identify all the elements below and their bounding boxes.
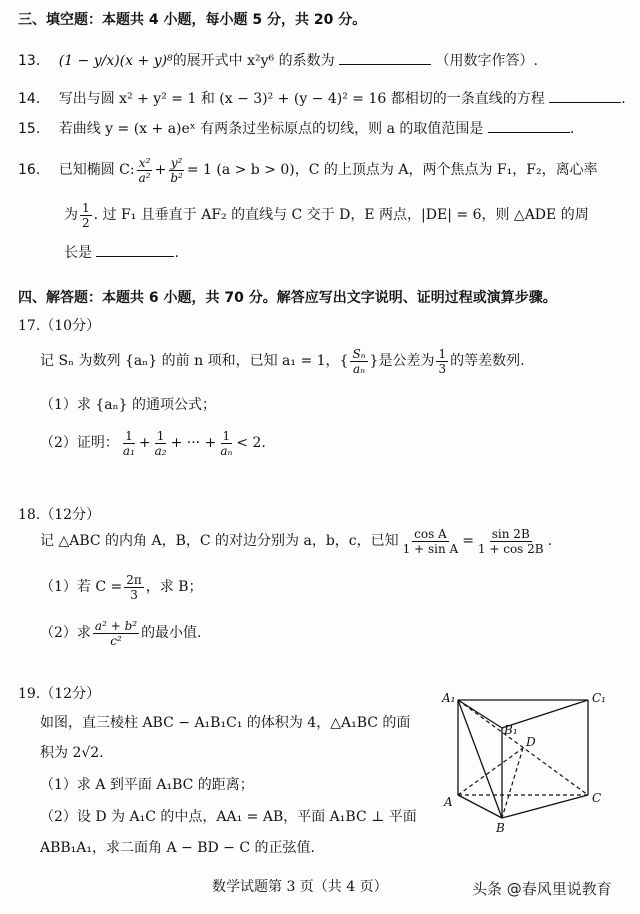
question-number: 16.	[18, 162, 41, 178]
question-19-part-3: ABB₁A₁，求二面角 A − BD − C 的正弦值.	[40, 840, 315, 856]
question-18-head: 18.（12分）	[18, 507, 101, 523]
denominator: 2	[82, 215, 90, 230]
question-19-head: 19.（12分）	[18, 686, 101, 702]
q13-expression: (1 − y/x)(x + y)⁸	[58, 53, 173, 69]
section-3-title: 三、填空题：本题共 4 小题，每小题 5 分，共 20 分。	[18, 12, 367, 28]
denominator: 3	[130, 587, 138, 602]
denominator: a²	[138, 170, 151, 185]
question-17-part-2: （2）证明： $\frac{1}{\text{a₁}}$ + $\frac{1}{\text{a₂}}$ + ··· + $\frac{1}{\text{aₙ}}$ < 2.	[40, 428, 266, 458]
question-number: 14.	[18, 91, 41, 107]
question-19-stem-1: 如图，直三棱柱 ABC − A₁B₁C₁ 的体积为 4，△A₁BC 的面	[40, 715, 411, 731]
q16-text-d: . 过 F₁ 且垂直于 AF₂ 的直线与 C 交于 D，E 两点，|DE| = 6，则 △ADE 的周	[93, 207, 589, 223]
fraction	[168, 156, 185, 185]
answer-blank[interactable]	[488, 118, 570, 133]
question-16-line-2	[64, 200, 589, 230]
label-b: B	[496, 821, 505, 835]
q16-text-a: 已知椭圆 C:	[58, 162, 135, 178]
fraction	[93, 619, 139, 648]
numerator: 2π	[126, 572, 142, 587]
denominator: aₙ	[220, 443, 233, 458]
fraction	[80, 201, 92, 230]
numerator: 1	[82, 200, 90, 215]
fraction	[350, 347, 367, 376]
numerator: cos A	[414, 526, 447, 541]
q18-part2-label: （2）求	[40, 625, 91, 641]
label-c1: C₁	[592, 691, 606, 705]
answer-blank[interactable]	[339, 50, 431, 65]
question-18-stem: 记 △ABC 的内角 A，B，C 的对边分别为 a，b，c，已知 $\frac{\text{cos A}}{\text{1 + sin A}}$ = $\frac{\sin 2B}{1 + \cos 2B}$ .	[40, 526, 553, 556]
page-footer: 数学试题第 3 页（共 4 页）	[212, 879, 388, 895]
q16-text-e: 长是	[64, 245, 92, 261]
edge-a1b	[458, 700, 502, 818]
label-d: D	[526, 735, 536, 749]
q18-part2-tail: 的最小值.	[141, 625, 202, 641]
fraction	[121, 429, 137, 458]
numerator: Sₙ	[352, 346, 366, 361]
denominator: 1 + cos 2B	[477, 541, 544, 556]
numerator: sin 2B	[491, 526, 530, 541]
fraction	[153, 429, 169, 458]
numerator: 1	[438, 346, 447, 361]
question-number: 13.	[18, 53, 41, 69]
denominator: a₂	[154, 443, 167, 458]
question-18-part-1	[40, 570, 203, 604]
denominator: 3	[438, 361, 447, 376]
q13-tail: （用数字作答）.	[435, 53, 538, 69]
fraction	[124, 573, 144, 602]
question-14	[18, 88, 626, 109]
q17-text-a: 记 Sₙ 为数列 {aₙ} 的前 n 项和，已知 a₁ = 1，	[40, 353, 340, 369]
q15-text: 若曲线 y = (x + a)eˣ 有两条过坐标原点的切线，则 a 的取值范围是	[58, 121, 484, 137]
question-17-stem: 记 Sₙ 为数列 {aₙ} 的前 n 项和，已知 a₁ = 1，{ $\frac{\text{Sₙ}}{\text{aₙ}}$ }是公差为 $\frac{1}{3}$ 的等差数列.	[40, 346, 525, 376]
answer-blank[interactable]	[96, 242, 174, 257]
question-17-part-1: （1）求 {aₙ} 的通项公式；	[40, 397, 217, 413]
numerator: y²	[170, 155, 183, 170]
fraction	[218, 429, 234, 458]
numerator: x²	[138, 155, 151, 170]
question-15	[18, 118, 574, 139]
fraction	[401, 527, 461, 556]
question-19-stem-2: 积为 2√2.	[40, 745, 104, 761]
numerator: 1	[222, 428, 231, 443]
q16-text-b: = 1 (a > b > 0)，C 的上顶点为 A，两个焦点为 F₁，F₂，离心率	[186, 162, 598, 178]
denominator: c²	[110, 633, 122, 648]
numerator: 1	[156, 428, 165, 443]
q17-text-c: 的等差数列.	[450, 353, 525, 369]
denominator: 1 + sin A	[402, 541, 459, 556]
fraction	[476, 527, 546, 556]
q18-text-a: 记 △ABC 的内角 A，B，C 的对边分别为 a，b，c，已知	[40, 533, 399, 549]
q18-part1-label: （1）若 C =	[40, 579, 123, 595]
fraction	[137, 156, 153, 185]
q14-text: 写出与圆 x² + y² = 1 和 (x − 3)² + (y − 4)² = 16 都相切的一条直线的方程	[58, 91, 545, 107]
section-4-title: 四、解答题：本题共 6 小题，共 70 分。解答应写出文字说明、证明过程或演算步骤。	[18, 290, 557, 306]
question-17-head: 17.（10分）	[18, 318, 101, 334]
q18-part1-tail: ，求 B；	[145, 579, 203, 595]
answer-blank[interactable]	[549, 88, 621, 103]
q14-tail: .	[621, 91, 626, 107]
question-16-line-3	[64, 242, 179, 263]
q13-text: 的展开式中 x²y⁶ 的系数为	[172, 53, 335, 69]
denominator: aₙ	[352, 361, 366, 376]
q16-text-c: 为	[64, 207, 78, 223]
edge-bc	[502, 795, 588, 818]
numerator: 1	[125, 428, 133, 443]
prism-figure	[440, 688, 620, 836]
numerator: a² + b²	[94, 618, 138, 633]
question-19-part-1: （1）求 A 到平面 A₁BC 的距离；	[40, 777, 254, 793]
question-18-part-2	[40, 616, 202, 650]
question-13	[18, 50, 538, 71]
watermark: 头条 @春风里说教育	[472, 880, 612, 898]
q17-text-b: 是公差为	[378, 353, 435, 369]
fraction	[436, 347, 448, 376]
q15-tail: .	[569, 121, 575, 137]
edge-bd-hidden	[502, 748, 523, 818]
label-a1: A₁	[442, 691, 456, 705]
denominator: a₁	[122, 443, 135, 458]
q17-part2-tail: < 2.	[236, 435, 266, 451]
ellipsis-sum: + ··· +	[170, 435, 217, 451]
denominator: b²	[170, 170, 183, 185]
label-a: A	[444, 795, 453, 809]
q17-part2-label: （2）证明：	[40, 435, 119, 451]
question-16-line-1: 16. 已知椭圆 C: $\frac{\text{x²}}{\text{a²}}$ + $\frac{\text{y²}}{\text{b²}}$ = 1 (a > b > 0)，C 的上顶点为 A，两个焦点为 F₁，F₂，离心率	[18, 155, 598, 185]
question-19-part-2: （2）设 D 为 A₁C 的中点，AA₁ = AB，平面 A₁BC ⊥ 平面	[40, 809, 417, 825]
question-number: 15.	[18, 121, 41, 137]
label-b1: B₁	[504, 723, 518, 737]
label-c: C	[592, 791, 602, 805]
q16-tail: .	[174, 245, 179, 261]
